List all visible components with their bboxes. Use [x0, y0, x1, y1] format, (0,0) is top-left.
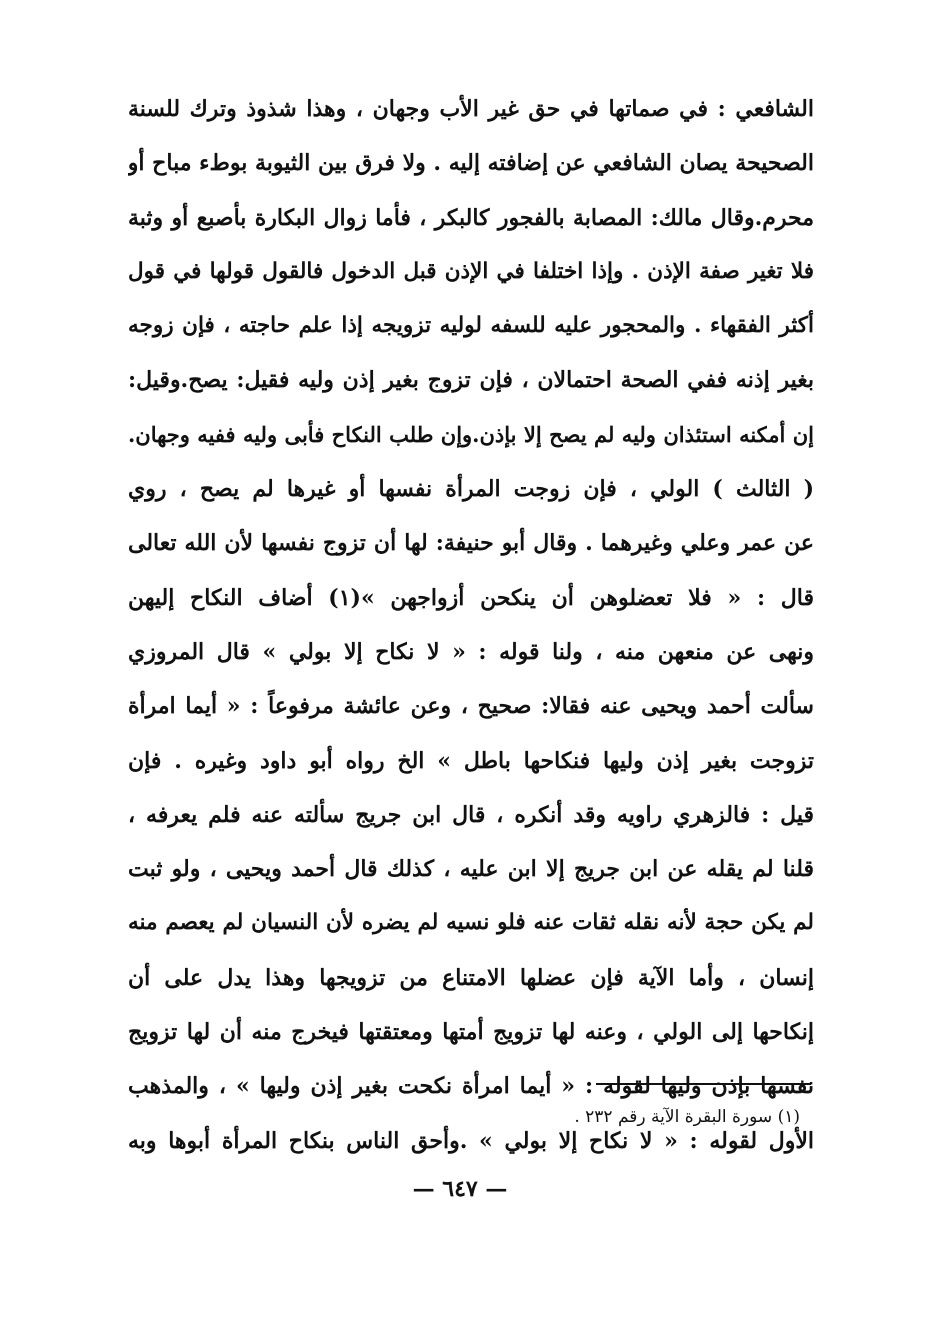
page-number: — ٦٤٧ —	[412, 1176, 508, 1202]
text-line-4: فلا تغير صفة الإذن . وإذا اختلفا في الإذن قبل الدخول فالقول قولها في قول	[128, 258, 814, 284]
text-line-9: عن عمر وعلي وغيرهما . وقال أبو حنيفة: لها أن تزوج نفسها لأن الله تعالى	[128, 530, 814, 557]
text-line-6: بغير إذنه ففي الصحة احتمالان ، فإن تزوج بغير إذن وليه فقيل: يصح.وقيل:	[128, 367, 814, 394]
text-line-3: محرم.وقال مالك: المصابة بالفجور كالبكر ، فأما زوال البكارة بأصبع أو وثبة	[128, 204, 814, 231]
text-line-1: الشافعي : في صماتها في حق غير الأب وجهان ، وهذا شذوذ وترك للسنة	[128, 96, 814, 122]
text-line-20: الأول لقوله : « لا نكاح إلا بولي » .وأحق الناس بنكاح المرأة أبوها وبه	[128, 1127, 814, 1154]
text-line-14: قيل : فالزهري راويه وقد أنكره ، قال ابن جريج سألته عنه فلم يعرفه ،	[128, 801, 814, 828]
text-line-17: إنسان ، وأما الآية فإن عضلها الامتناع من تزويجها وهذا يدل على أن	[128, 964, 814, 991]
text-line-13: تزوجت بغير إذن وليها فنكاحها باطل » الخ رواه أبو داود وغيره . فإن	[128, 747, 814, 774]
footnote: (١) سورة البقرة الآية رقم ٢٣٢ .	[574, 1107, 800, 1127]
footnote-divider	[596, 1083, 811, 1085]
text-line-10: قال : « فلا تعضلوهن أن ينكحن أزواجهن »(١) أضاف النكاح إليهن	[128, 584, 814, 611]
body-text	[128, 82, 814, 1168]
text-line-11: ونهى عن منعهن منه ، ولنا قوله : « لا نكاح إلا بولي » قال المروزي	[128, 638, 814, 665]
text-line-19: نفسها بإذن وليها لقوله : « أيما امرأة نكحت بغير إذن وليها » ، والمذهب	[128, 1073, 814, 1100]
text-line-5: أكثر الفقهاء . والمحجور عليه للسفه لوليه تزويجه إذا علم حاجته ، فإن زوجه	[128, 313, 814, 339]
text-line-8: ( الثالث ) الولي ، فإن زوجت المرأة نفسها أو غيرها لم يصح ، روي	[128, 476, 814, 503]
text-line-16: لم يكن حجة لأنه نقله ثقات عنه فلو نسيه لم يضره لأن النسيان لم يعصم منه	[128, 910, 814, 936]
text-line-7: إن أمكنه استئذان وليه لم يصح إلا بإذن.وإن طلب النكاح فأبى وليه ففيه وجهان.	[128, 421, 814, 447]
text-line-15: قلنا لم يقله عن ابن جريج إلا ابن عليه ، كذلك قال أحمد ويحيى ، ولو ثبت	[128, 856, 814, 883]
text-line-2: الصحيحة يصان الشافعي عن إضافته إليه . ولا فرق بين الثيوبة بوطء مباح أو	[128, 150, 814, 177]
text-line-18: إنكاحها إلى الولي ، وعنه لها تزويج أمتها ومعتقتها فيخرج منه أن لها تزويج	[128, 1019, 814, 1046]
text-line-12: سألت أحمد ويحيى عنه فقالا: صحيح ، وعن عائشة مرفوعاً : « أيما امرأة	[128, 693, 814, 720]
